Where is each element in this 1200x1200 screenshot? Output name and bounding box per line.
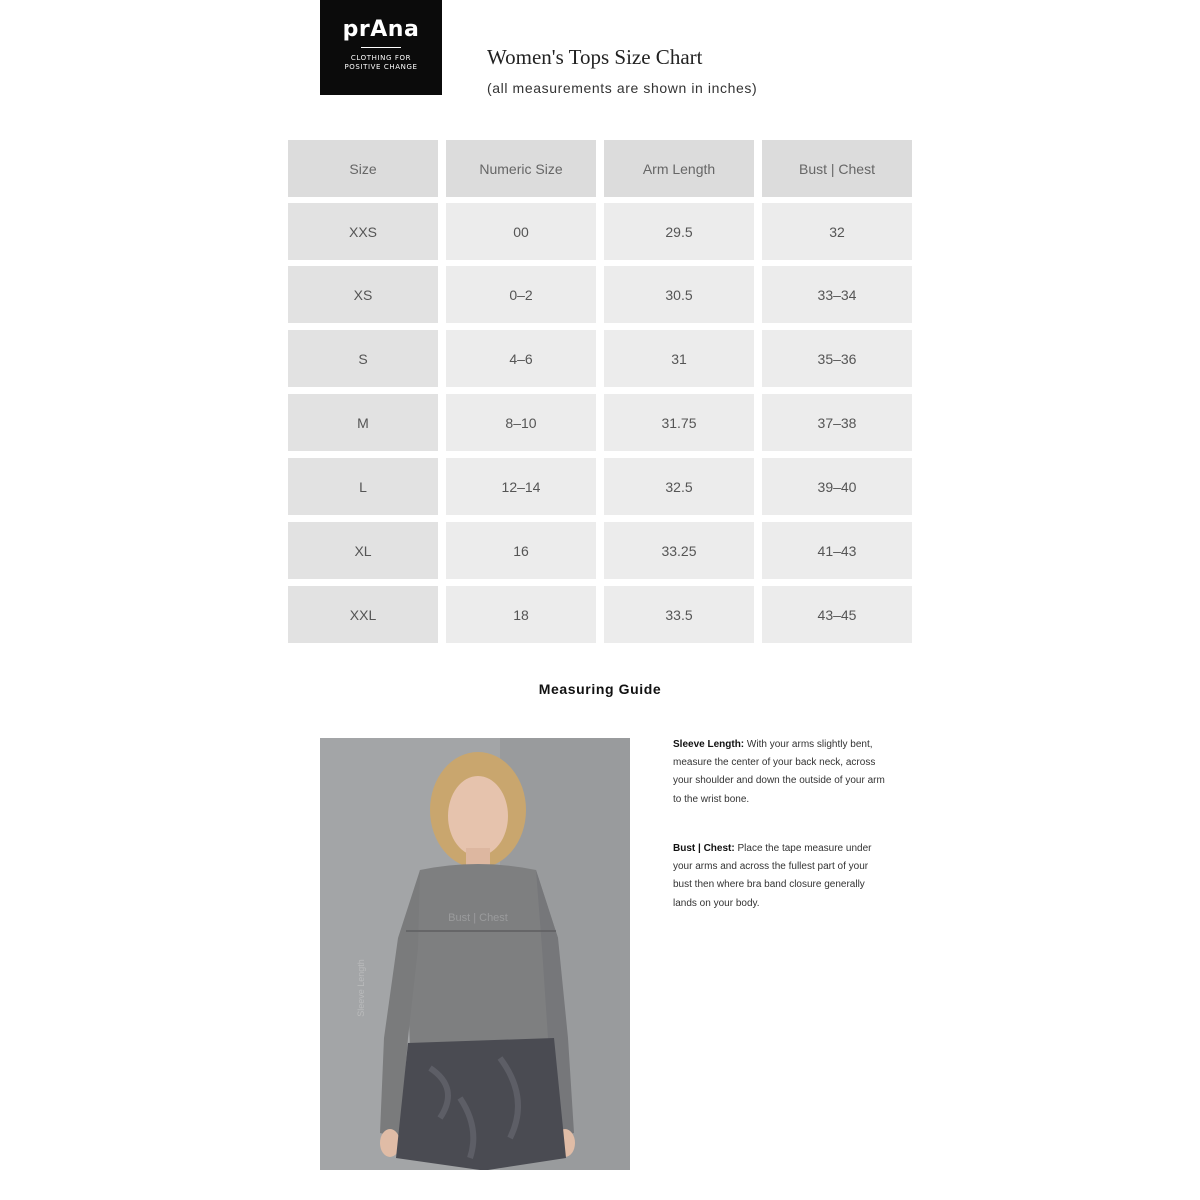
- table-cell: 37–38: [762, 394, 912, 451]
- table-cell: 31.75: [604, 394, 754, 451]
- bust-chest-instructions: [673, 840, 888, 913]
- table-row: [288, 394, 912, 451]
- sleeve-length-label: Sleeve Length:: [673, 739, 745, 750]
- table-cell: XXS: [288, 203, 438, 260]
- table-row: [288, 330, 912, 387]
- table-cell: S: [288, 330, 438, 387]
- logo-divider: [361, 47, 401, 48]
- sleeve-length-annotation: Sleeve Length: [356, 959, 366, 1017]
- table-row: [288, 203, 912, 260]
- bust-chest-text: Place the tape measure under your arms and across the fullest part of your bust then where bra band closure generally lands on your body.: [673, 843, 872, 909]
- table-cell: 35–36: [762, 330, 912, 387]
- table-header-row: [288, 140, 912, 197]
- table-cell: 41–43: [762, 522, 912, 579]
- bust-chest-annotation: Bust | Chest: [448, 912, 508, 924]
- table-row: [288, 266, 912, 323]
- table-cell: XS: [288, 266, 438, 323]
- column-header: Bust | Chest: [762, 140, 912, 197]
- table-cell: 16: [446, 522, 596, 579]
- page-title: Women's Tops Size Chart: [487, 45, 703, 69]
- table-cell: XL: [288, 522, 438, 579]
- column-header: Size: [288, 140, 438, 197]
- logo-tagline: CLOTHING FOR POSITIVE CHANGE: [344, 54, 418, 71]
- logo-brand-name: prAna: [342, 17, 420, 42]
- sleeve-length-instructions: [673, 736, 888, 809]
- bust-chest-label: Bust | Chest:: [673, 843, 735, 854]
- page-subtitle: (all measurements are shown in inches): [487, 80, 758, 96]
- table-cell: 33.5: [604, 586, 754, 643]
- model-photo: [320, 738, 630, 1170]
- column-header: Arm Length: [604, 140, 754, 197]
- table-cell: L: [288, 458, 438, 515]
- measuring-guide-title: Measuring Guide: [538, 681, 662, 697]
- table-row: [288, 586, 912, 643]
- table-cell: 33–34: [762, 266, 912, 323]
- table-cell: 33.25: [604, 522, 754, 579]
- table-cell: 8–10: [446, 394, 596, 451]
- column-header: Numeric Size: [446, 140, 596, 197]
- table-cell: 39–40: [762, 458, 912, 515]
- table-cell: XXL: [288, 586, 438, 643]
- sleeve-length-text: With your arms slightly bent, measure the center of your back neck, across your shoulder and down the outside of your arm to the wrist bone.: [673, 739, 885, 805]
- table-cell: 43–45: [762, 586, 912, 643]
- table-cell: 30.5: [604, 266, 754, 323]
- table-cell: 4–6: [446, 330, 596, 387]
- brand-logo: [320, 0, 442, 95]
- table-cell: 12–14: [446, 458, 596, 515]
- table-cell: 18: [446, 586, 596, 643]
- table-cell: 31: [604, 330, 754, 387]
- table-row: [288, 458, 912, 515]
- table-cell: 32: [762, 203, 912, 260]
- table-cell: 32.5: [604, 458, 754, 515]
- model-illustration: [320, 738, 630, 1170]
- table-cell: M: [288, 394, 438, 451]
- table-cell: 29.5: [604, 203, 754, 260]
- table-cell: 00: [446, 203, 596, 260]
- table-cell: 0–2: [446, 266, 596, 323]
- table-row: [288, 522, 912, 579]
